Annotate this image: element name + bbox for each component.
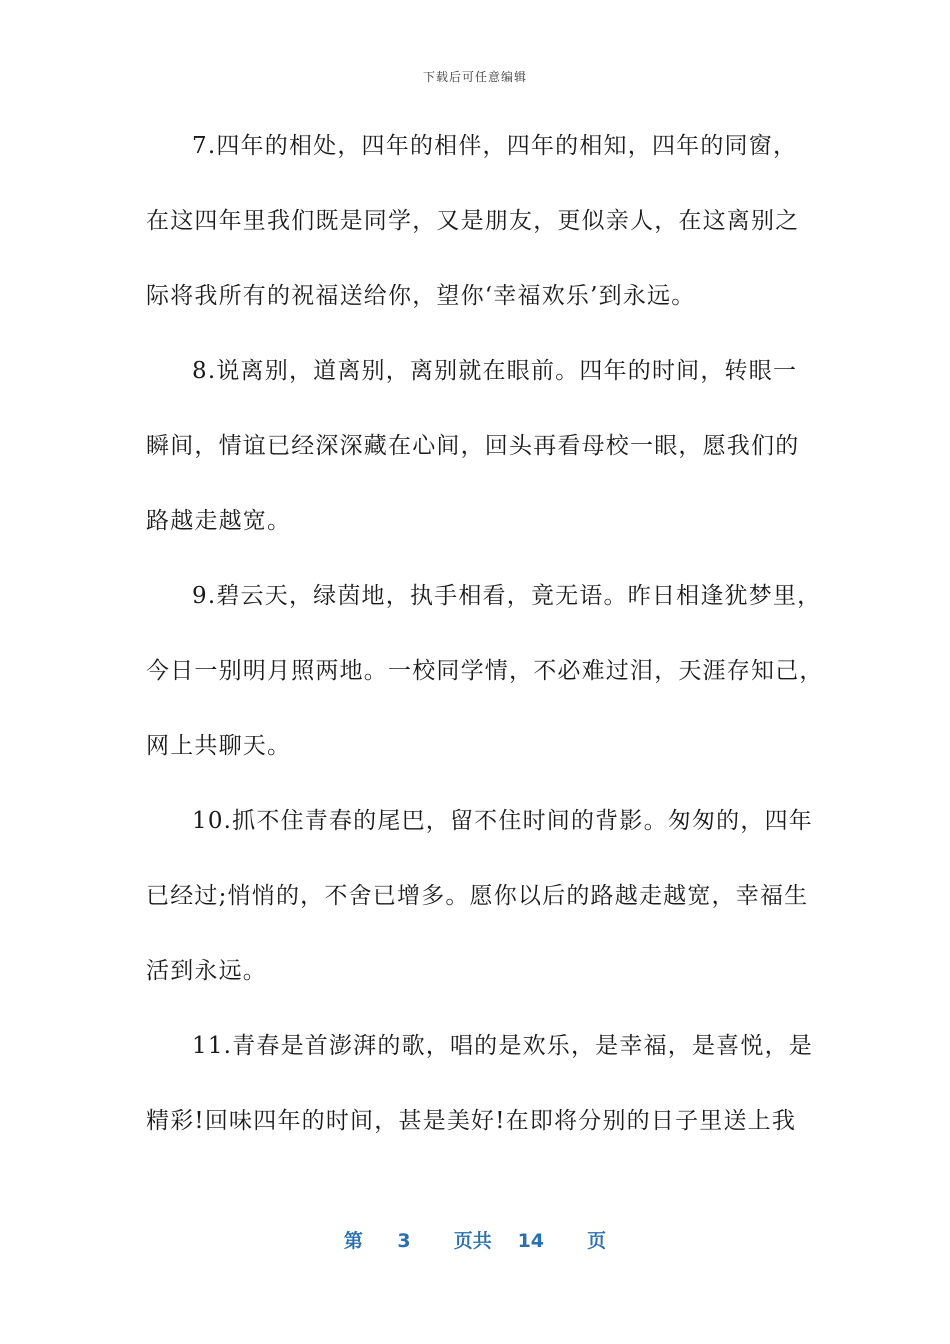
text-line: 7.四年的相处，四年的相伴，四年的相知，四年的同窗， — [192, 133, 798, 159]
current-page-number: 3 — [397, 1230, 411, 1252]
footer-middle: 页共 — [453, 1230, 492, 1252]
text-line: 8.说离别，道离别，离别就在眼前。四年的时间，转眼一 — [192, 358, 798, 384]
text-line: 10.抓不住青春的尾巴，留不住时间的背影。匆匆的，四年 — [192, 808, 813, 834]
text-line: 网上共聊天。 — [146, 733, 292, 759]
text-line: 已经过;悄悄的，不舍已增多。愿你以后的路越走越宽，幸福生 — [146, 883, 809, 909]
footer-suffix: 页 — [587, 1230, 607, 1252]
text-line: 瞬间，情谊已经深深藏在心间，回头再看母校一眼，愿我们的 — [146, 433, 800, 459]
paragraph-8 — [146, 343, 806, 568]
paragraph-11 — [146, 1018, 813, 1168]
header-note: 下载后可任意编辑 — [422, 70, 527, 84]
text-line: 际将我所有的祝福送给你，望你‘幸福欢乐’到永远。 — [146, 283, 696, 309]
text-line: 在这四年里我们既是同学，又是朋友，更似亲人，在这离别之 — [146, 208, 800, 234]
document-body — [146, 118, 824, 1168]
footer-prefix: 第 — [343, 1230, 363, 1252]
text-line: 路越走越宽。 — [146, 508, 292, 534]
paragraph-7 — [146, 118, 806, 343]
text-line: 精彩!回味四年的时间，甚是美好!在即将分别的日子里送上我 — [146, 1108, 797, 1134]
text-line: 9.碧云天，绿茵地，执手相看，竟无语。昨日相逢犹梦里， — [192, 583, 822, 609]
text-line: 今日一别明月照两地。一校同学情，不必难过泪，天涯存知己， — [146, 658, 824, 684]
text-line: 11.青春是首澎湃的歌，唱的是欢乐，是幸福，是喜悦，是 — [192, 1033, 813, 1059]
paragraph-10 — [146, 793, 813, 1018]
page-number-footer — [0, 1226, 950, 1253]
paragraph-9 — [146, 568, 824, 793]
text-line: 活到永远。 — [146, 958, 267, 984]
total-pages-number: 14 — [517, 1230, 545, 1252]
